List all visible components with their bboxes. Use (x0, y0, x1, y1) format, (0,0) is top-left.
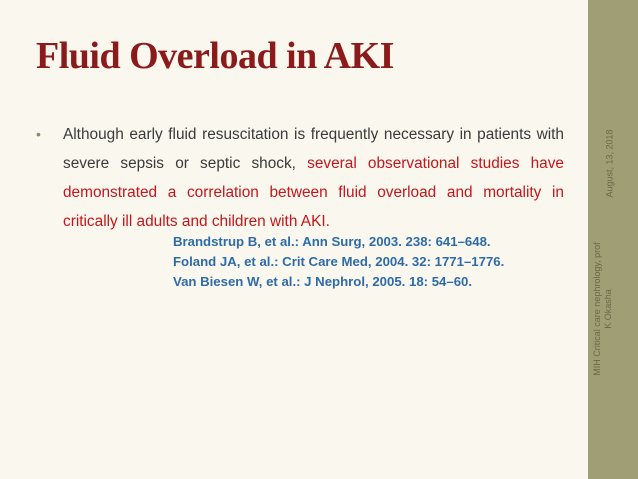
bullet-item (36, 120, 564, 236)
bullet-marker: • (36, 126, 41, 142)
footer-date: August, 13, 2018 (604, 129, 615, 198)
references (173, 232, 504, 292)
reference-item: Van Biesen W, et al.: J Nephrol, 2005. 18: 54–60. (173, 274, 473, 289)
bullet-text-highlight: several observational studies have demonstrated a correlation between fluid overload and mortality in critically ill adults and children with AKI. (63, 155, 564, 230)
footer-credit-line2: K Okasha (603, 289, 613, 329)
slide-body (36, 120, 564, 236)
bullet-text-normal: Although early fluid resuscitation is frequently necessary in patients with severe sepsis or septic shock, (63, 126, 564, 172)
footer-credit (592, 214, 614, 404)
footer-credit-line1: MIH Critical care nephrology, prof (592, 242, 602, 376)
reference-item: Brandstrup B, et al.: Ann Surg, 2003. 238: 641–648. (173, 234, 491, 249)
slide-title: Fluid Overload in AKI (36, 35, 394, 77)
bullet-text (63, 120, 564, 236)
reference-item: Foland JA, et al.: Crit Care Med, 2004. 32: 1771–1776. (173, 254, 505, 269)
